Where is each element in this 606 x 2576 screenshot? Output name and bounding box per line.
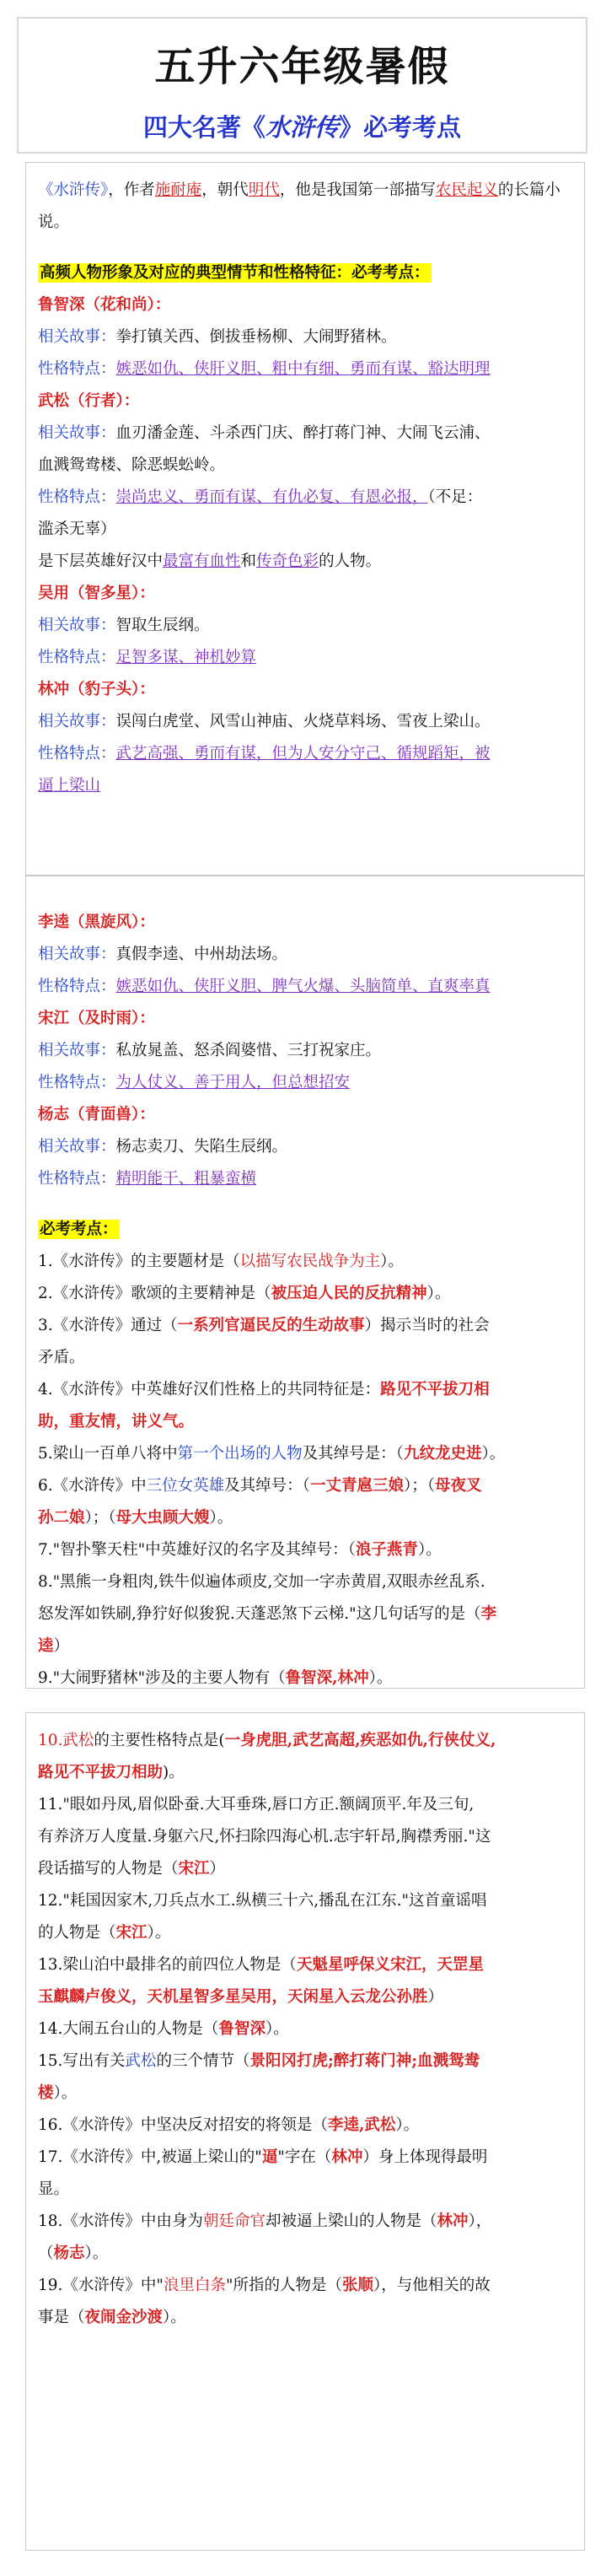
story-label: 相关故事： [38, 1042, 116, 1059]
q-answer: 孙二娘 [38, 1509, 85, 1527]
q-text: ） [427, 1988, 444, 2006]
character-traits [38, 353, 572, 385]
q-answer: 李逵,武松 [327, 2116, 396, 2134]
character-traits [38, 971, 572, 1003]
question-2 [38, 1278, 572, 1310]
q-text: ）。 [481, 1445, 506, 1463]
character-traits [38, 482, 572, 514]
q-answer: 被压迫人民的反抗精神 [271, 1285, 427, 1302]
question-13 [38, 1949, 572, 1981]
question-12-cont [38, 1917, 572, 1949]
page-title: 五升六年级暑假 [154, 43, 450, 90]
q-answer: 一丈青扈三娘 [309, 1477, 404, 1495]
question-11: 11."眼如丹凤,眉似卧蚕.大耳垂珠,唇口方正.额阔顶平.年及三旬, [38, 1796, 475, 1813]
q-answer: 母夜叉 [434, 1477, 482, 1495]
trait-label: 性格特点： [38, 488, 116, 506]
q-text: 1.《水浒传》的主要题材是（ [38, 1253, 240, 1270]
q-text: 事是（ [38, 2309, 85, 2326]
q-answer: 林冲 [437, 2212, 469, 2230]
q-text: 17.《水浒传》中,被逼上梁山的" [38, 2148, 262, 2166]
question-3-cont: 矛盾。 [38, 1349, 85, 1366]
card-characters-2 [25, 876, 585, 1689]
trait-text: 精明能干、粗暴蛮横 [115, 1170, 257, 1188]
page-subtitle [19, 109, 586, 143]
trait-label: 性格特点： [38, 1170, 116, 1188]
story-text: 血刃潘金莲、斗杀西门庆、醉打蒋门神、大闹飞云浦、 [115, 424, 491, 442]
story-text: 真假李逵、中州劫法场。 [115, 946, 288, 963]
story-label: 相关故事： [38, 328, 116, 346]
q-keyword: 浪里白条 [163, 2277, 226, 2294]
q-text: ）。 [53, 2084, 78, 2102]
q-text: 及其绰号：（ [224, 1477, 310, 1495]
question-7 [38, 1534, 572, 1566]
character-name: 武松（行者）： [38, 392, 140, 410]
q-text: ）。 [368, 1669, 393, 1687]
section-heading: 高频人物形象及对应的典型情节和性格特征：必考考点： [40, 264, 430, 282]
q-answer: 鲁智深 [218, 2020, 265, 2038]
story-text: 误闯白虎堂、风雪山神庙、火烧草料场、雪夜上梁山。 [115, 713, 491, 730]
story-label: 相关故事： [38, 713, 116, 730]
intro-text: 的长篇小说。 [38, 181, 560, 231]
q-answer: 路见不平拔刀相 [380, 1381, 490, 1398]
q-answer: 杨志 [53, 2245, 85, 2262]
q-text: 却被逼上梁山的人物是（ [265, 2212, 437, 2230]
question-14 [38, 2013, 572, 2045]
summary-text: 是下层英雄好汉中 [38, 552, 164, 570]
summary-text: 和 [240, 552, 257, 570]
q-text: 16.《水浒传》中坚决反对招安的将领是（ [38, 2116, 328, 2134]
character-name: 李逵（黑旋风）： [38, 913, 155, 931]
q-text: ）。 [417, 1541, 442, 1559]
q-text: ）。 [84, 2245, 109, 2262]
intro-dynasty: 明代 [248, 181, 280, 199]
q-text: ） [53, 1637, 70, 1655]
summary-text: 的人物。 [319, 552, 382, 570]
trait-label: 性格特点： [38, 1074, 116, 1091]
intro-author: 施耐庵 [154, 181, 202, 199]
story-text: 杨志卖刀、失陷生辰纲。 [115, 1138, 288, 1156]
q-answer: 逵 [38, 1637, 54, 1655]
q-text: ）身上体现得最明 [362, 2148, 488, 2166]
q-keyword: 三位女英雄 [146, 1477, 225, 1495]
q-keyword: 逼 [261, 2148, 278, 2166]
q-text: 14.大闹五台山的人物是（ [38, 2020, 219, 2038]
character-traits [38, 1163, 572, 1195]
q-text: ）。 [163, 2309, 186, 2326]
q-text: ）。 [209, 1509, 233, 1527]
trait-text-cont: 逼上梁山 [38, 777, 101, 795]
question-18-cont [38, 2238, 572, 2270]
q-keyword: 朝廷命官 [202, 2212, 265, 2230]
q-text: 13.梁山泊中最排名的前四位人物是（ [38, 1956, 297, 1974]
question-4 [38, 1374, 572, 1406]
trait-text: 足智多谋、神机妙算 [115, 649, 257, 666]
q-answer: 九纹龙史进 [403, 1445, 482, 1463]
question-17-cont: 显。 [38, 2180, 70, 2198]
q-text: 的三个情节（ [156, 2052, 250, 2070]
q-text: )。 [163, 1764, 185, 1781]
q-answer: 鲁智深,林冲 [285, 1669, 369, 1687]
character-summary [38, 546, 572, 578]
question-1 [38, 1246, 572, 1278]
q-answer: 路见不平拔刀相助 [38, 1764, 164, 1781]
question-6-cont [38, 1502, 572, 1534]
q-text: 段话描写的人物是（ [38, 1860, 179, 1878]
card-characters-1 [25, 162, 585, 876]
q-text: 3.《水浒传》通过（ [38, 1317, 178, 1334]
q-text: "字在（ [277, 2148, 332, 2166]
q-text: ）揭示当时的社会 [364, 1317, 490, 1334]
story-text: 私放晁盖、怒杀阎婆惜、三打祝家庄。 [115, 1042, 382, 1059]
trait-text: 崇尚忠义、勇而有谋、有仇必复、有恩必报， [115, 488, 428, 506]
q-keyword: 第一个出场的人物 [177, 1445, 303, 1463]
q-text: ）。 [380, 1253, 404, 1270]
q-answer: 宋江 [115, 1924, 147, 1942]
q-text: 5.梁山一百单八将中 [38, 1445, 178, 1463]
q-text: ）。 [395, 2116, 420, 2134]
q-answer: 天魁星呼保义宋江，天罡星 [296, 1956, 484, 1974]
story-text: 智取生辰纲。 [115, 617, 210, 634]
question-10 [38, 1725, 572, 1757]
q-answer: 李 [480, 1605, 497, 1623]
trait-text: 嫉恶如仇、侠肝义胆、脾气火爆、头脑简单、直爽率真 [115, 978, 491, 995]
question-15 [38, 2045, 572, 2078]
question-6 [38, 1470, 572, 1502]
question-12: 12."耗国因家木,刀兵点水工.纵横三十六,播乱在江东."这首童谣唱 [38, 1892, 487, 1910]
q-answer: 楼 [38, 2084, 54, 2102]
q-text: ） [209, 1860, 226, 1878]
q-answer: 夜闹金沙渡 [84, 2309, 164, 2326]
character-story [38, 1035, 572, 1067]
character-name: 鲁智深（花和尚）： [38, 296, 171, 314]
story-label: 相关故事： [38, 424, 116, 442]
intro-text: ，作者 [108, 181, 155, 199]
q-answer: 宋江 [178, 1860, 210, 1878]
trait-text: 为人仗义、善于用人，但总想招安 [115, 1074, 351, 1091]
q-text: 15.写出有关 [38, 2052, 126, 2070]
q-text: 18.《水浒传》中由身为 [38, 2212, 203, 2230]
question-11-cont: 有养济万人度量.身躯六尺,怀扫除四海心机.志宇轩昂,胸襟秀丽."这 [38, 1828, 491, 1846]
trait-note-cont: 滥杀无辜） [38, 520, 116, 538]
character-traits [38, 1067, 572, 1099]
question-16 [38, 2110, 572, 2142]
question-11-cont2 [38, 1853, 572, 1885]
q-text: 19.《水浒传》中" [38, 2277, 164, 2294]
intro-theme: 农民起义 [435, 181, 498, 199]
header-box [17, 17, 587, 154]
q-answer: 一系列官逼民反的生动故事 [177, 1317, 365, 1334]
question-8: 8."黑熊一身粗肉,铁牛似遍体顽皮,交加一字赤黄眉,双眼赤丝乱系. [38, 1573, 485, 1591]
q-text: ），与他相关的故 [373, 2277, 491, 2294]
story-label: 相关故事： [38, 946, 116, 963]
trait-note: （不足： [427, 488, 483, 506]
question-8-cont2 [38, 1630, 572, 1663]
q-text: 2.《水浒传》歌颂的主要精神是（ [38, 1285, 271, 1302]
card-questions [25, 1712, 585, 2551]
q-text: 7."智扑擎天柱"中英雄好汉的名字及其绰号：（ [38, 1541, 356, 1559]
q-answer: 浪子燕青 [355, 1541, 418, 1559]
q-answer: 张顺 [341, 2277, 373, 2294]
q-text: "所指的人物是（ [225, 2277, 342, 2294]
question-17 [38, 2142, 572, 2174]
question-13-cont [38, 1981, 572, 2013]
trait-label: 性格特点： [38, 978, 116, 995]
character-story [38, 418, 572, 450]
q-text: 的人物是（ [38, 1924, 116, 1942]
character-story [38, 610, 572, 642]
trait-label: 性格特点： [38, 649, 116, 666]
q-answer: 母大虫顾大嫂 [115, 1509, 210, 1527]
q-text: 9."大闹野猪林"涉及的主要人物有（ [38, 1669, 286, 1687]
q-answer: 林冲 [331, 2148, 363, 2166]
q-text: ）。 [426, 1285, 451, 1302]
story-text: 拳打镇关西、倒拔垂杨柳、大闹野猪林。 [115, 328, 397, 346]
question-15-cont [38, 2078, 572, 2110]
question-9 [38, 1663, 572, 1695]
question-18 [38, 2206, 572, 2238]
question-19 [38, 2270, 572, 2302]
q-text: 6.《水浒传》中 [38, 1477, 147, 1495]
must-heading: 必考考点： [40, 1221, 118, 1238]
character-story-cont: 血溅鸳鸯楼、除恶蜈蚣岭。 [38, 456, 226, 474]
subtitle-book: 水浒传 [265, 113, 339, 142]
character-name: 林冲（豹子头）： [38, 681, 155, 698]
q-keyword: 武松 [125, 2052, 157, 2070]
q-answer-cont: 助，重友情，讲义气。 [38, 1413, 195, 1431]
intro-text: ，他是我国第一部描写 [279, 181, 436, 199]
summary-highlight: 传奇色彩 [256, 552, 319, 570]
q-text: ）；（ [403, 1477, 435, 1495]
q-answer: 景阳冈打虎;醉打蒋门神;血溅鸳鸯 [249, 2052, 480, 2070]
intro-text: ，朝代 [201, 181, 249, 199]
subtitle-post: 》必考考点 [339, 113, 462, 142]
q-keyword: 10.武松 [38, 1732, 94, 1749]
question-5 [38, 1438, 572, 1470]
q-text: 4.《水浒传》中英雄好汉们性格上的共同特征是： [38, 1381, 381, 1398]
character-name: 宋江（及时雨）： [38, 1010, 155, 1027]
character-story [38, 939, 572, 971]
q-text: ）。 [147, 1924, 171, 1942]
q-text: 的主要性格特点是( [94, 1732, 225, 1749]
character-story [38, 706, 572, 738]
question-19-cont [38, 2302, 572, 2334]
trait-label: 性格特点： [38, 745, 116, 763]
character-name: 吴用（智多星）： [38, 585, 155, 602]
story-label: 相关故事： [38, 1138, 116, 1156]
q-answer: 以描写农民战争为主 [239, 1253, 381, 1270]
summary-highlight: 最富有血性 [163, 552, 241, 570]
story-label: 相关故事： [38, 617, 116, 634]
trait-text: 嫉恶如仇、侠肝义胆、粗中有细、勇而有谋、豁达明理 [115, 360, 491, 378]
character-traits [38, 738, 572, 770]
q-text: ）；（ [84, 1509, 116, 1527]
q-answer: 玉麒麟卢俊义，天机星智多星吴用，天闲星入云龙公孙胜 [38, 1988, 428, 2006]
intro-paragraph [38, 175, 572, 239]
character-traits [38, 642, 572, 674]
character-name: 杨志（青面兽）： [38, 1106, 155, 1124]
intro-book: 《水浒传》 [38, 181, 109, 199]
q-text: 及其绰号是：（ [302, 1445, 404, 1463]
character-story [38, 1131, 572, 1163]
q-text: （ [38, 2245, 54, 2262]
trait-label: 性格特点： [38, 360, 116, 378]
question-8-cont [38, 1598, 572, 1630]
q-text: ）， [468, 2212, 492, 2230]
trait-text: 武艺高强、勇而有谋，但为人安分守己、循规蹈矩，被 [115, 745, 491, 763]
subtitle-pre: 四大名著《 [142, 113, 265, 142]
q-text: 怒发浑如铁刷,狰狞好似狻猊.天蓬恶煞下云梯."这几句话写的是（ [38, 1605, 481, 1623]
q-answer: 一身虎胆,武艺高超,疾恶如仇,行侠仗义, [224, 1732, 496, 1749]
q-text: ）。 [265, 2020, 289, 2038]
character-story [38, 321, 572, 353]
question-10-cont [38, 1757, 572, 1789]
question-3 [38, 1310, 572, 1342]
